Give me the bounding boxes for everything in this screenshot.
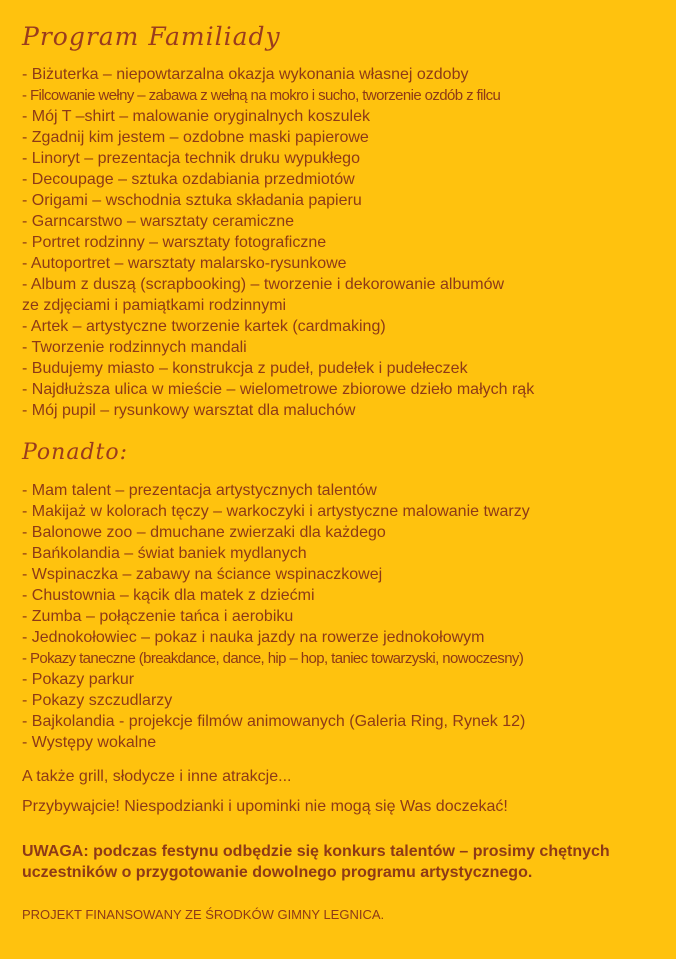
list-item: - Mój pupil – rysunkowy warsztat dla maluchów <box>22 402 356 419</box>
list-item: - Portret rodzinny – warsztaty fotograficzne <box>22 234 327 251</box>
list-item: - Linoryt – prezentacja technik druku wypukłego <box>22 150 360 167</box>
list-item: - Chustownia – kącik dla matek z dziećmi <box>22 587 315 604</box>
list-item: - Mój T –shirt – malowanie oryginalnych koszulek <box>22 108 371 125</box>
list-item: - Jednokołowiec – pokaz i nauka jazdy na rowerze jednokołowym <box>22 629 485 646</box>
list-item: - Garncarstwo – warsztaty ceramiczne <box>22 213 295 230</box>
list-item: - Wspinaczka – zabawy na ściance wspinaczkowej <box>22 566 383 583</box>
list-item: - Zumba – połączenie tańca i aerobiku <box>22 608 294 625</box>
welcome-text: Przybywajcie! Niespodzianki i upominki nie mogą się Was doczekać! <box>22 798 508 815</box>
list-item: - Występy wokalne <box>22 734 157 751</box>
extras-list <box>22 480 530 753</box>
list-item: - Pokazy parkur <box>22 671 135 688</box>
list-item: - Bańkolandia – świat baniek mydlanych <box>22 545 307 562</box>
list-item: - Pokazy szczudlarzy <box>22 692 173 709</box>
list-item: - Tworzenie rodzinnych mandali <box>22 339 247 356</box>
notice-line-1: UWAGA: podczas festynu odbędzie się konkurs talentów – prosimy chętnych <box>22 843 610 860</box>
list-item: - Artek – artystyczne tworzenie kartek (cardmaking) <box>22 318 386 335</box>
list-item: - Najdłuższa ulica w mieście – wielometrowe zbiorowe dzieło małych rąk <box>22 381 535 398</box>
section-title: Ponadto: <box>22 440 129 465</box>
list-item: - Autoportret – warsztaty malarsko-rysunkowe <box>22 255 347 272</box>
list-item: - Pokazy taneczne (breakdance, dance, hip – hop, taniec towarzyski, nowoczesny) <box>22 650 524 667</box>
list-item: - Makijaż w kolorach tęczy – warkoczyki i artystyczne malowanie twarzy <box>22 503 530 520</box>
list-item: ze zdjęciami i pamiątkami rodzinnymi <box>22 297 287 314</box>
list-item: - Origami – wschodnia sztuka składania papieru <box>22 192 362 209</box>
notice-line-2: uczestników o przygotowanie dowolnego programu artystycznego. <box>22 864 533 881</box>
program-list <box>22 64 534 421</box>
list-item: - Filcowanie wełny – zabawa z wełną na mokro i sucho, tworzenie ozdób z filcu <box>22 87 501 104</box>
funding-note: PROJEKT FINANSOWANY ZE ŚRODKÓW GIMNY LEGNICA. <box>22 907 385 922</box>
list-item: - Bajkolandia - projekcje filmów animowanych (Galeria Ring, Rynek 12) <box>22 713 526 730</box>
also-text: A także grill, słodycze i inne atrakcje... <box>22 768 292 785</box>
list-item: - Decoupage – sztuka ozdabiania przedmiotów <box>22 171 355 188</box>
page-title: Program Familiady <box>22 22 281 51</box>
list-item: - Zgadnij kim jestem – ozdobne maski papierowe <box>22 129 369 146</box>
list-item: - Biżuterka – niepowtarzalna okazja wykonania własnej ozdoby <box>22 66 469 83</box>
list-item: - Budujemy miasto – konstrukcja z pudeł, pudełek i pudełeczek <box>22 360 468 377</box>
list-item: - Album z duszą (scrapbooking) – tworzenie i dekorowanie albumów <box>22 276 505 293</box>
list-item: - Balonowe zoo – dmuchane zwierzaki dla każdego <box>22 524 386 541</box>
list-item: - Mam talent – prezentacja artystycznych talentów <box>22 482 377 499</box>
